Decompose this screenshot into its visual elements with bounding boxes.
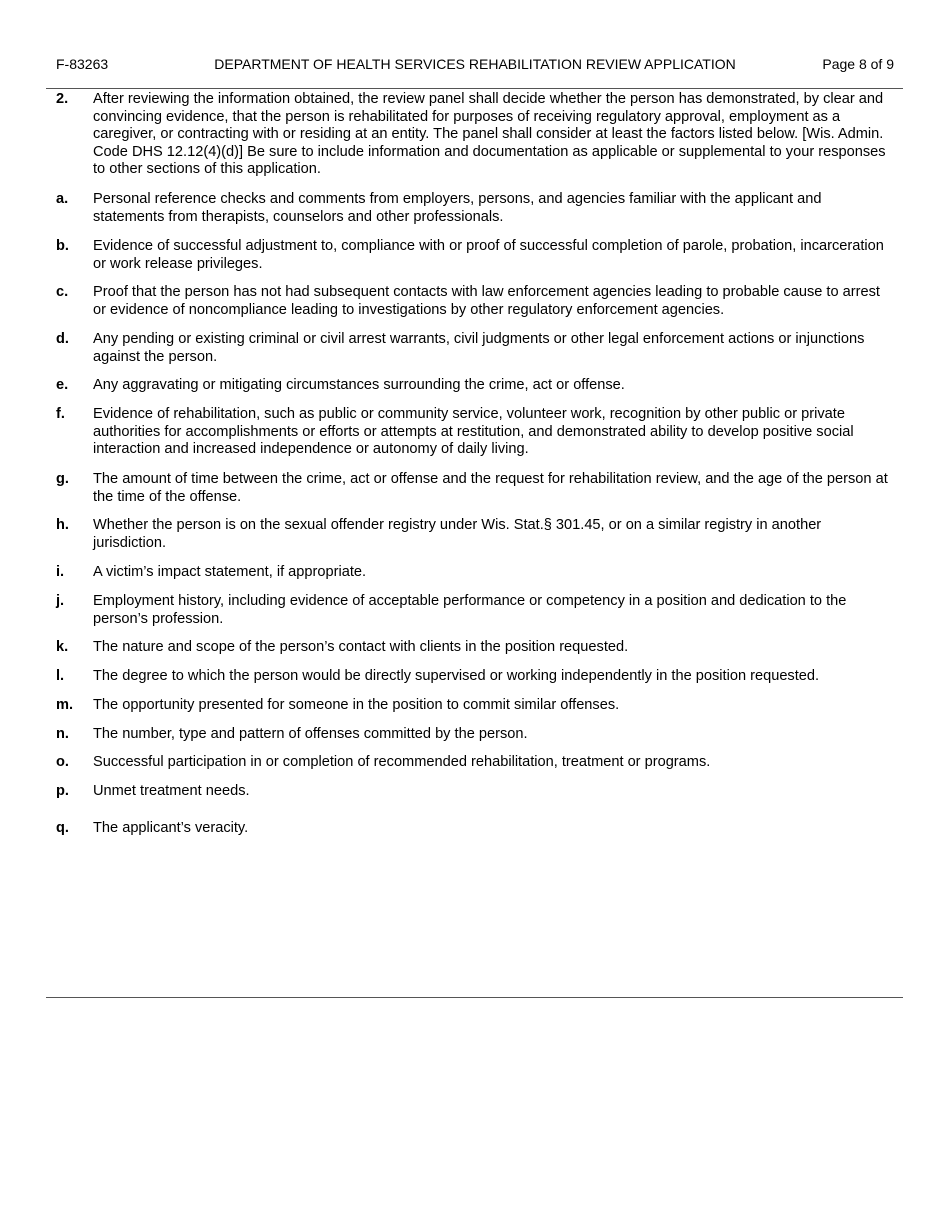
footer-divider [46, 997, 903, 998]
item-marker: e. [56, 377, 69, 393]
list-item-b [56, 238, 896, 273]
item-text: Personal reference checks and comments from employers, persons, and agencies familiar with the applicant and statements from therapists, counselors and other professionals. [93, 191, 822, 225]
item-text: Successful participation in or completion of recommended rehabilitation, treatment or programs. [93, 754, 711, 770]
item-marker: i. [56, 564, 65, 580]
item-marker: p. [56, 783, 69, 799]
item-marker: q. [56, 820, 69, 836]
list-item-q [56, 820, 896, 838]
item-marker: l. [56, 668, 65, 684]
list-item-o [56, 754, 896, 772]
item-marker: j. [56, 593, 65, 609]
list-item-2 [56, 91, 896, 179]
list-item-c [56, 284, 896, 319]
item-text: The applicant’s veracity. [93, 820, 249, 836]
list-item-l [56, 668, 896, 686]
page-header [56, 55, 894, 73]
item-text: Employment history, including evidence of acceptable performance or competency in a position and dedication to the person’s profession. [93, 593, 847, 627]
item-marker: m. [56, 697, 74, 713]
item-marker: b. [56, 238, 69, 254]
item-text: The opportunity presented for someone in the position to commit similar offenses. [93, 697, 620, 713]
item-text: Proof that the person has not had subsequent contacts with law enforcement agencies leading to probable cause to arrest or evidence of noncompliance leading to investigations by other regulatory enforcement agencies. [93, 284, 880, 318]
list-item-n [56, 726, 896, 744]
document-title: DEPARTMENT OF HEALTH SERVICES REHABILITATION REVIEW APPLICATION [214, 56, 736, 72]
item-marker: k. [56, 639, 69, 655]
item-text: A victim’s impact statement, if appropriate. [93, 564, 367, 580]
item-marker: n. [56, 726, 69, 742]
list-item-h [56, 517, 896, 552]
item-text: The nature and scope of the person’s contact with clients in the position requested. [93, 639, 629, 655]
item-text: Evidence of rehabilitation, such as public or community service, volunteer work, recognition by other public or private authorities for accomplishments or efforts or attempts at restitution, and demonstrated ability to develop positive social interaction and increased independence or autonomy of daily living. [93, 406, 854, 458]
header-divider [46, 88, 903, 89]
item-text: Whether the person is on the sexual offender registry under Wis. Stat.§ 301.45, or on a similar registry in another jurisdiction. [93, 517, 822, 551]
list-item-m [56, 697, 896, 715]
item-marker: g. [56, 471, 69, 487]
list-item-f [56, 406, 896, 459]
list-item-g [56, 471, 896, 506]
item-marker: f. [56, 406, 65, 422]
item-marker: a. [56, 191, 69, 207]
list-item-i [56, 564, 896, 582]
list-item-p [56, 783, 896, 801]
item-marker: c. [56, 284, 69, 300]
item-text: Unmet treatment needs. [93, 783, 250, 799]
item-marker: o. [56, 754, 69, 770]
item-text: Evidence of successful adjustment to, compliance with or proof of successful completion of parole, probation, incarceration or work release privileges. [93, 238, 884, 272]
list-item-k [56, 639, 896, 657]
item-marker: 2. [56, 91, 69, 107]
list-item-j [56, 593, 896, 628]
item-text: Any aggravating or mitigating circumstances surrounding the crime, act or offense. [93, 377, 625, 393]
item-marker: h. [56, 517, 69, 533]
list-item-d [56, 331, 896, 366]
list-item-a [56, 191, 896, 226]
form-number: F-83263 [56, 56, 109, 72]
item-text: After reviewing the information obtained, the review panel shall decide whether the person has demonstrated, by clear and convincing evidence, that the person is rehabilitated for purposes of receiving regulatory approval, employment as a caregiver, or contracting with or residing at an entity. The panel shall consider at least the factors listed below. [Wis. Admin. Code DHS 12.12(4)(d)] Be sure to include information and documentation as applicable or supplemental to your responses to other sections of this application. [93, 91, 886, 178]
item-text: The amount of time between the crime, act or offense and the request for rehabilitation review, and the age of the person at the time of the offense. [93, 471, 888, 505]
item-marker: d. [56, 331, 69, 347]
item-text: Any pending or existing criminal or civil arrest warrants, civil judgments or other legal enforcement actions or injunctions against the person. [93, 331, 865, 365]
list-item-e [56, 377, 896, 395]
item-text: The number, type and pattern of offenses committed by the person. [93, 726, 528, 742]
page-number: Page 8 of 9 [822, 56, 894, 72]
item-text: The degree to which the person would be directly supervised or working independently in the position requested. [93, 668, 820, 684]
